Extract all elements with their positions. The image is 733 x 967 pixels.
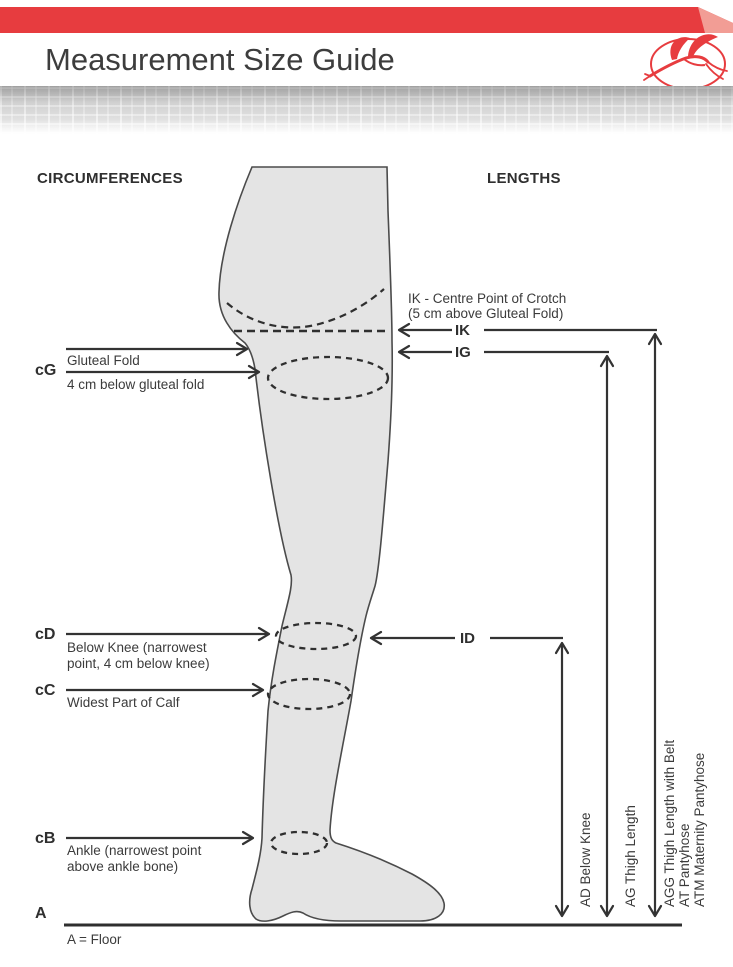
cd-note: Below Knee (narrowest point, 4 cm below knee) — [67, 640, 210, 671]
gluteal-fold-label: Gluteal Fold — [67, 353, 140, 368]
cb-note: Ankle (narrowest point above ankle bone) — [67, 843, 202, 874]
agg-thigh-belt-label: AGG Thigh Length with Belt — [662, 739, 677, 907]
cb-code: cB — [35, 830, 56, 847]
floor-note: A = Floor — [67, 932, 122, 947]
cc-note: Widest Part of Calf — [67, 695, 180, 710]
floor-code: A — [35, 905, 47, 922]
cc-code: cC — [35, 682, 56, 699]
ik-note-sub: (5 cm above Gluteal Fold) — [408, 306, 564, 321]
circumferences-header: CIRCUMFERENCES — [37, 170, 183, 187]
page-title: Measurement Size Guide — [45, 42, 395, 77]
lengths-header: LENGTHS — [487, 170, 561, 187]
ik-note-title: IK - Centre Point of Crotch — [408, 291, 567, 306]
leg-silhouette — [219, 167, 444, 921]
cg-code: cG — [35, 362, 57, 379]
ag-thigh-length-label: AG Thigh Length — [623, 805, 638, 907]
atm-maternity-label: ATM Maternity Pantyhose — [692, 752, 707, 907]
agg-labels — [662, 740, 707, 907]
id-label: ID — [460, 630, 475, 647]
ig-label: IG — [455, 344, 471, 361]
ik-label: IK — [455, 322, 470, 339]
at-pantyhose-label: AT Pantyhose — [677, 823, 692, 907]
cg-note: 4 cm below gluteal fold — [67, 377, 205, 392]
cd-code: cD — [35, 626, 56, 643]
ad-below-knee-label: AD Below Knee — [578, 812, 593, 907]
